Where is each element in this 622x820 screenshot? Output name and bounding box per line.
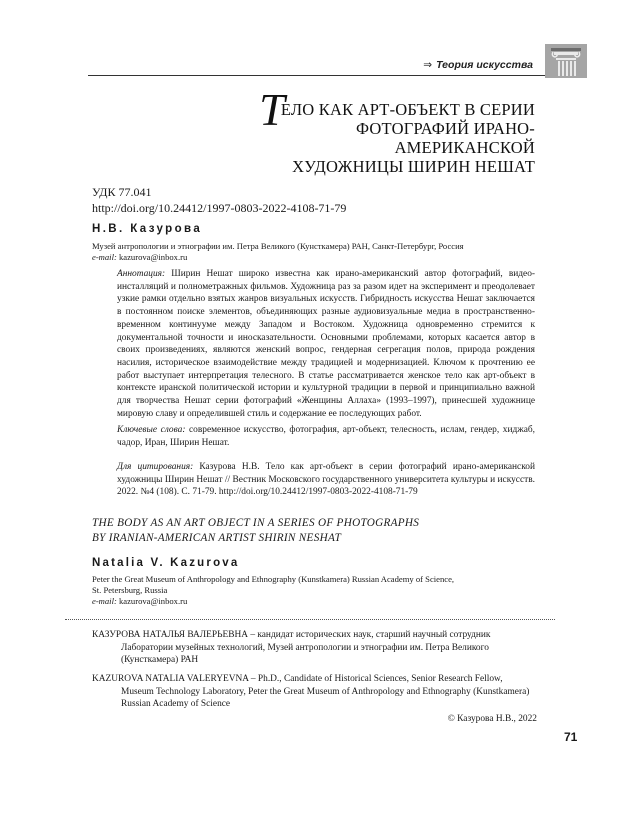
author-bio-ru (92, 629, 537, 667)
abstract-label: Аннотация: (117, 269, 166, 279)
email-value-en[interactable]: kazurova@inbox.ru (118, 596, 188, 606)
author-name-ru: Н.В. Казурова (92, 223, 203, 235)
author-affiliation-ru: Музей антропологии и этнографии им. Петра Великого (Кунсткамера) РАН, Санкт-Петербург, Россия (92, 241, 464, 251)
email-label: e-mail: (92, 252, 117, 262)
keywords-text: современное искусство, фотография, арт-объект, телесность, ислам, гендер, хиджаб, чадор, Иран, Ширин Нешат. (117, 425, 535, 448)
author-email-en (92, 596, 187, 607)
bio-en-line-3: Russian Academy of Science (121, 699, 231, 710)
author-bio-en (92, 673, 537, 711)
title-en-line-2: BY IRANIAN-AMERICAN ARTIST SHIRIN NESHAT (92, 532, 342, 544)
citation-label: Для цитирования: (117, 462, 194, 472)
bio-ru-line-2: Лаборатории музейных технологий, Музей антропологии и этнографии им. Петра Великого (121, 642, 489, 653)
affiliation-en-line-1: Peter the Great Museum of Anthropology and Ethnography (Kunstkamera) Russian Academy of Science, (92, 574, 455, 584)
citation-text: Казурова Н.В. Тело как арт-объект в серии фотографий ирано-американской художницы Ширин Нешат // Вестник Московского государственного университета культуры и искусств. 2022. №4 (108). С. 71-79. http://doi.org/10.24412/1997-0803-2022-4108-71-79 (117, 462, 536, 498)
abstract-ru (117, 268, 535, 420)
bio-en-line-2: Museum Technology Laboratory, Peter the Great Museum of Anthropology and Ethnography (Kunstkamera) (121, 686, 530, 697)
bio-ru-line-1: КАЗУРОВА НАТАЛЬЯ ВАЛЕРЬЕВНА – кандидат исторических наук, старший научный сотрудник (92, 630, 491, 640)
email-label-en: e-mail: (92, 596, 117, 606)
copyright: © Казурова Н.В., 2022 (447, 714, 537, 724)
article-title-ru (250, 84, 535, 176)
dotted-divider (65, 619, 555, 620)
arrow-icon: ⇒ (423, 59, 433, 71)
author-email-ru (92, 252, 187, 263)
citation-ru (117, 461, 535, 499)
bio-ru-line-3: (Кунсткамера) РАН (121, 655, 199, 666)
title-dropcap: Т (259, 84, 285, 135)
article-title-en (92, 516, 532, 546)
title-line-1-rest: ЕЛО КАК АРТ-ОБЪЕКТ В СЕРИИ (280, 100, 535, 119)
abstract-text: Ширин Нешат широко известна как ирано-американский автор фотографий, видео-инсталляций и полнометражных фильмов. Художница раз за разом идет на эксперимент и преодолевает узкие рамки отдельно взятых жанров визуальных искусств. Гибридность искусства Нешат заключается в постоянном поиске элементов, объединяющих разные аудиовизуальные медиа в пространственно-временном континууме между Западом и Востоком. Художница одновременно стремится к документальной точности и иносказательности. Основными проблемами, которых касается автор в своих произведениях, являются женский вопрос, гендерная сегрегация полов, природа рождения насилия, историческое взаимодействие между традицией и модернизацией. Ключом к прочтению ее работ выступает интерпретация телесного. В статье рассматривается женское тело как арт-объект в контексте иранской политической истории и культурной традиции в первой и принципиально важной для творчества Нешат серии фотографий «Женщины Аллаха» (1993–1997), принесшей художнице мировую славу и определившей стиль и содержание ее последующих работ. (117, 269, 536, 419)
section-title (423, 59, 533, 71)
keywords-label: Ключевые слова: (117, 425, 186, 435)
page-number: 71 (564, 730, 578, 744)
section-label: Теория искусства (436, 59, 533, 71)
title-line-1 (250, 84, 535, 135)
author-affiliation-en (92, 574, 532, 596)
running-header (88, 58, 545, 76)
column-capital-icon (545, 44, 587, 78)
title-line-2: ФОТОГРАФИЙ ИРАНО-АМЕРИКАНСКОЙ (355, 119, 535, 157)
doi-link[interactable]: http://doi.org/10.24412/1997-0803-2022-4108-71-79 (92, 201, 347, 215)
author-name-en: Natalia V. Kazurova (92, 557, 240, 569)
title-line-3: ХУДОЖНИЦЫ ШИРИН НЕШАТ (292, 157, 535, 176)
affiliation-en-line-2: St. Petersburg, Russia (92, 585, 168, 595)
email-value[interactable]: kazurova@inbox.ru (118, 252, 188, 262)
bio-en-line-1: KAZUROVA NATALIA VALERYEVNA – Ph.D., Candidate of Historical Sciences, Senior Research Fellow, (92, 674, 503, 684)
title-en-line-1: THE BODY AS AN ART OBJECT IN A SERIES OF PHOTOGRAPHS (92, 517, 420, 529)
udk-code: УДК 77.041 (92, 185, 152, 199)
keywords-ru (117, 424, 535, 449)
